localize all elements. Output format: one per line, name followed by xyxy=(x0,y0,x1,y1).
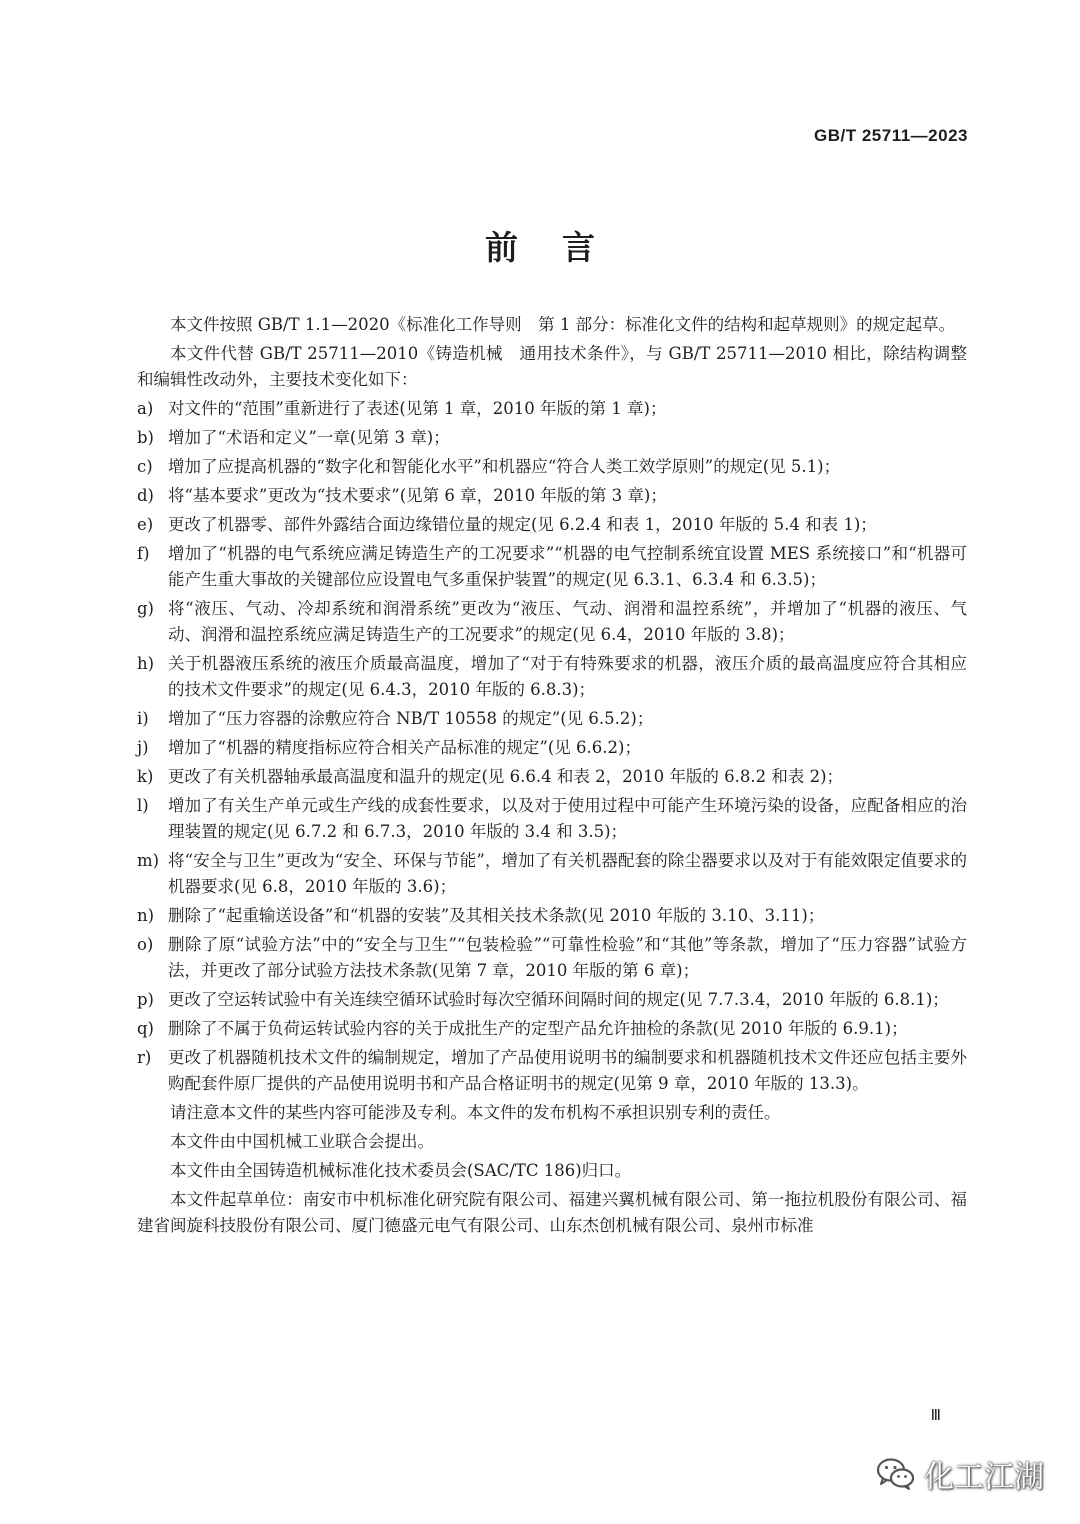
watermark xyxy=(876,1452,1044,1496)
list-text: 将“安全与卫生”更改为“安全、环保与节能”，增加了有关机器配套的除尘器要求以及对于有能效限定值要求的机器要求(见 6.8，2010 年版的 3.6)； xyxy=(168,851,967,896)
list-item xyxy=(137,987,967,1013)
list-item xyxy=(137,764,967,790)
list-letter: d) xyxy=(137,486,154,505)
list-item xyxy=(137,793,967,845)
list-letter: f) xyxy=(137,544,150,563)
closing-paragraph: 本文件由中国机械工业联合会提出。 xyxy=(170,1132,434,1151)
list-letter: l) xyxy=(137,796,149,815)
list-item xyxy=(137,735,967,761)
list-item xyxy=(137,454,967,480)
list-letter: e) xyxy=(137,515,154,534)
list-item xyxy=(137,848,967,900)
list-item xyxy=(137,483,967,509)
list-item xyxy=(137,651,967,703)
closing-paragraph: 请注意本文件的某些内容可能涉及专利。本文件的发布机构不承担识别专利的责任。 xyxy=(170,1103,781,1122)
list-letter: a) xyxy=(137,399,154,418)
list-item xyxy=(137,706,967,732)
list-text: 增加了“机器的电气系统应满足铸造生产的工况要求”“机器的电气控制系统宜设置 MES 系统接口”和“机器可能产生重大事故的关键部位应设置电气多重保护装置”的规定(见 6.3.1、6.3.4 和 6.3.5)； xyxy=(168,544,967,589)
list-text: 删除了原“试验方法”中的“安全与卫生”“包装检验”“可靠性检验”和“其他”等条款，增加了“压力容器”试验方法，并更改了部分试验方法技术条款(见第 7 章，2010 年版的第 6 章)； xyxy=(168,935,967,980)
intro-paragraph: 本文件按照 GB/T 1.1—2020《标准化工作导则 第 1 部分：标准化文件的结构和起草规则》的规定起草。 xyxy=(170,315,956,334)
list-text: 增加了“术语和定义”一章(见第 3 章)； xyxy=(168,428,450,447)
list-item xyxy=(137,932,967,984)
list-letter: o) xyxy=(137,935,154,954)
closing-paragraph: 本文件由全国铸造机械标准化技术委员会(SAC/TC 186)归口。 xyxy=(170,1161,632,1180)
document-body xyxy=(137,312,967,1242)
intro-paragraph: 本文件代替 GB/T 25711—2010《铸造机械 通用技术条件》，与 GB/T 25711—2010 相比，除结构调整和编辑性改动外，主要技术变化如下： xyxy=(137,344,967,389)
list-text: 更改了空运转试验中有关连续空循环试验时每次空循环间隔时间的规定(见 7.7.3.4，2010 年版的 6.8.1)； xyxy=(168,990,949,1009)
list-text: 增加了应提高机器的“数字化和智能化水平”和机器应“符合人类工效学原则”的规定(见 5.1)； xyxy=(168,457,841,476)
list-text: 关于机器液压系统的液压介质最高温度，增加了“对于有特殊要求的机器，液压介质的最高温度应符合其相应的技术文件要求”的规定(见 6.4.3，2010 年版的 6.8.3)； xyxy=(168,654,967,699)
list-text: 删除了不属于负荷运转试验内容的关于成批生产的定型产品允许抽检的条款(见 2010 年版的 6.9.1)； xyxy=(168,1019,908,1038)
list-letter: h) xyxy=(137,654,155,673)
watermark-label: 化工江湖 xyxy=(924,1460,1044,1495)
list-letter: c) xyxy=(137,457,153,476)
list-text: 将“基本要求”更改为“技术要求”(见第 6 章，2010 年版的第 3 章)； xyxy=(168,486,667,505)
page-number: Ⅲ xyxy=(930,1408,940,1424)
list-letter: q) xyxy=(137,1019,154,1038)
list-text: 更改了机器随机技术文件的编制规定，增加了产品使用说明书的编制要求和机器随机技术文件还应包括主要外购配套件原厂提供的产品使用说明书和产品合格证明书的规定(见第 9 章，2010 年版的 13.3)。 xyxy=(168,1048,967,1093)
list-text: 增加了“压力容器的涂敷应符合 NB/T 10558 的规定”(见 6.5.2)； xyxy=(168,709,654,728)
list-item xyxy=(137,596,967,648)
list-item xyxy=(137,903,967,929)
list-item xyxy=(137,512,967,538)
standard-number: GB/T 25711—2023 xyxy=(814,126,968,145)
list-text: 更改了有关机器轴承最高温度和温升的规定(见 6.6.4 和表 2，2010 年版的 6.8.2 和表 2)； xyxy=(168,767,844,786)
list-letter: k) xyxy=(137,767,154,786)
list-text: 对文件的“范围”重新进行了表述(见第 1 章，2010 年版的第 1 章)； xyxy=(168,399,667,418)
wechat-icon xyxy=(876,1457,916,1491)
list-letter: g) xyxy=(137,599,154,618)
list-letter: n) xyxy=(137,906,155,925)
list-text: 将“液压、气动、冷却系统和润滑系统”更改为“液压、气动、润滑和温控系统”，并增加了“机器的液压、气动、润滑和温控系统应满足铸造生产的工况要求”的规定(见 6.4，2010 年版的 3.8)； xyxy=(168,599,967,644)
list-text: 增加了有关生产单元或生产线的成套性要求，以及对于使用过程中可能产生环境污染的设备，应配备相应的治理装置的规定(见 6.7.2 和 6.7.3，2010 年版的 3.4 和 3.5)； xyxy=(168,796,967,841)
list-item xyxy=(137,541,967,593)
changes-list xyxy=(137,396,967,1097)
list-item xyxy=(137,425,967,451)
list-letter: m) xyxy=(137,851,160,870)
list-item xyxy=(137,1045,967,1097)
list-text: 更改了机器零、部件外露结合面边缘错位量的规定(见 6.2.4 和表 1，2010 年版的 5.4 和表 1)； xyxy=(168,515,877,534)
list-letter: p) xyxy=(137,990,154,1009)
list-item xyxy=(137,396,967,422)
list-letter: j) xyxy=(137,738,149,757)
closing-paragraph: 本文件起草单位：南安市中机标准化研究院有限公司、福建兴翼机械有限公司、第一拖拉机股份有限公司、福建省闽旋科技股份有限公司、厦门德盛元电气有限公司、山东杰创机械有限公司、泉州市标准 xyxy=(137,1190,967,1235)
list-letter: r) xyxy=(137,1048,152,1067)
list-letter: b) xyxy=(137,428,154,447)
list-text: 增加了“机器的精度指标应符合相关产品标准的规定”(见 6.6.2)； xyxy=(168,738,641,757)
list-item xyxy=(137,1016,967,1042)
list-text: 删除了“起重输送设备”和“机器的安装”及其相关技术条款(见 2010 年版的 3.10、3.11)； xyxy=(168,906,825,925)
page-title: 前言 xyxy=(485,228,639,267)
list-letter: i) xyxy=(137,709,149,728)
